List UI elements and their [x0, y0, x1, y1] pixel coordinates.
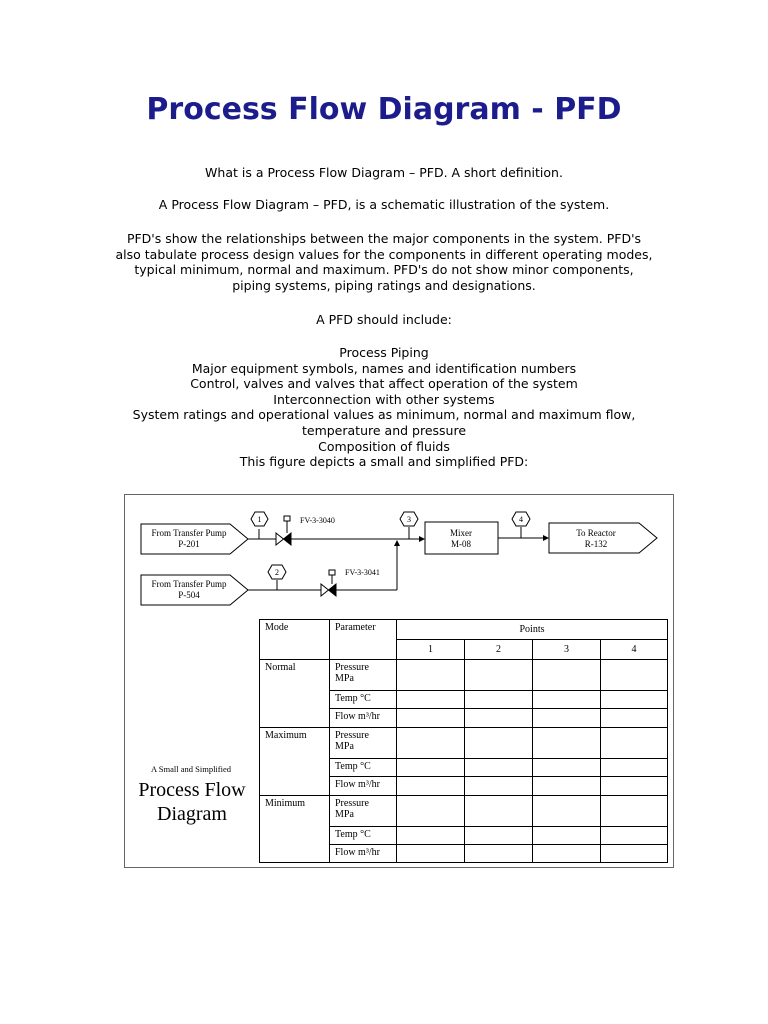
page-title: Process Flow Diagram - PFD [146, 92, 622, 127]
definition-line: A Process Flow Diagram – PFD, is a schematic illustration of the system. [158, 197, 610, 212]
value-cell [397, 660, 465, 691]
value-cell [601, 728, 668, 759]
include-item: Composition of fluids [318, 438, 450, 454]
value-cell [397, 709, 465, 728]
header-point-number: 1 [397, 640, 465, 660]
value-cell [601, 827, 668, 845]
param-cell [330, 728, 397, 759]
source-2-label: From Transfer Pump [151, 579, 227, 589]
param-pressure-unit: MPa [335, 741, 354, 752]
param-cell: Flow m³/hr [330, 709, 397, 728]
param-cell [330, 660, 397, 691]
header-points: Points [397, 620, 668, 640]
include-item: This figure depicts a small and simplified PFD: [239, 454, 529, 470]
source-2-id: P-504 [178, 590, 200, 600]
point-3-label: 3 [407, 515, 411, 524]
source-1-id: P-201 [178, 539, 200, 549]
value-cell [601, 709, 668, 728]
header-point-number: 4 [601, 640, 668, 660]
param-cell: Flow m³/hr [330, 845, 397, 863]
value-cell [397, 845, 465, 863]
paragraph-line: piping systems, piping ratings and designations. [232, 277, 536, 293]
include-item: Interconnection with other systems [273, 391, 495, 407]
paragraph-line: PFD's show the relationships between the major components in the system. PFD's [126, 231, 642, 246]
figure-caption-title [124, 778, 260, 826]
value-cell [397, 827, 465, 845]
destination-label: To Reactor [576, 528, 616, 538]
param-cell: Temp °C [330, 759, 397, 777]
value-cell [397, 759, 465, 777]
destination-id: R-132 [584, 539, 608, 549]
value-cell [533, 845, 601, 863]
include-item: Major equipment symbols, names and identification numbers [191, 360, 577, 376]
value-cell [465, 777, 533, 796]
value-cell [533, 759, 601, 777]
value-cell [465, 660, 533, 691]
value-cell [601, 759, 668, 777]
point-4-label: 4 [519, 515, 523, 524]
paragraph-line: typical minimum, normal and maximum. PFD's do not show minor components, [134, 262, 634, 278]
intro-line: What is a Process Flow Diagram – PFD. A short definition. [205, 165, 563, 180]
include-item: temperature and pressure [301, 422, 467, 438]
point-1-label: 1 [257, 515, 262, 524]
source-1-label: From Transfer Pump [151, 528, 227, 538]
header-mode: Mode [260, 620, 330, 660]
value-cell [601, 796, 668, 827]
value-cell [533, 777, 601, 796]
param-pressure-unit: MPa [335, 809, 354, 820]
param-cell: Temp °C [330, 827, 397, 845]
value-cell [533, 709, 601, 728]
value-cell [465, 827, 533, 845]
value-cell [397, 796, 465, 827]
valve-2-actuator [329, 570, 335, 575]
value-cell [533, 660, 601, 691]
value-cell [397, 691, 465, 709]
value-cell [465, 709, 533, 728]
value-cell [601, 845, 668, 863]
mode-cell: Normal [260, 660, 330, 728]
value-cell [465, 759, 533, 777]
header-point-number: 3 [533, 640, 601, 660]
valve-1-tag: FV-3-3040 [300, 516, 335, 525]
caption-title-line: Process Flow [138, 779, 246, 801]
value-cell [465, 728, 533, 759]
caption-title-line: Diagram [157, 803, 227, 825]
paragraph-line: also tabulate process design values for the components in different operating modes, [115, 246, 653, 262]
valve-1-actuator [284, 516, 290, 521]
param-pressure: Pressure [335, 662, 369, 673]
value-cell [601, 777, 668, 796]
value-cell [533, 728, 601, 759]
header-parameter: Parameter [330, 620, 397, 660]
mixer-id: M-08 [451, 539, 471, 549]
include-item: Control, valves and valves that affect operation of the system [190, 376, 578, 392]
param-cell [330, 796, 397, 827]
valve-1-fill [284, 533, 292, 545]
mixer-label: Mixer [450, 528, 472, 538]
include-heading-text: A PFD should include: [316, 312, 452, 327]
value-cell [533, 827, 601, 845]
value-cell [397, 728, 465, 759]
value-cell [533, 796, 601, 827]
include-item: System ratings and operational values as minimum, normal and maximum flow, [132, 407, 636, 423]
mode-cell: Minimum [260, 796, 330, 863]
value-cell [601, 660, 668, 691]
value-cell [465, 691, 533, 709]
param-cell: Temp °C [330, 691, 397, 709]
param-pressure-unit: MPa [335, 673, 354, 684]
figure-caption-small: A Small and Simplified [150, 764, 232, 774]
valve-2-tag: FV-3-3041 [345, 568, 380, 577]
value-cell [465, 845, 533, 863]
param-pressure: Pressure [335, 798, 369, 809]
param-pressure: Pressure [335, 730, 369, 741]
valve-2-fill [329, 584, 337, 596]
value-cell [601, 691, 668, 709]
include-item: Process Piping [339, 345, 429, 360]
design-values-table [259, 619, 668, 863]
value-cell [397, 777, 465, 796]
point-2-label: 2 [275, 568, 279, 577]
value-cell [465, 796, 533, 827]
header-point-number: 2 [465, 640, 533, 660]
mode-cell: Maximum [260, 728, 330, 796]
mixer-box [425, 522, 498, 554]
param-cell: Flow m³/hr [330, 777, 397, 796]
value-cell [533, 691, 601, 709]
